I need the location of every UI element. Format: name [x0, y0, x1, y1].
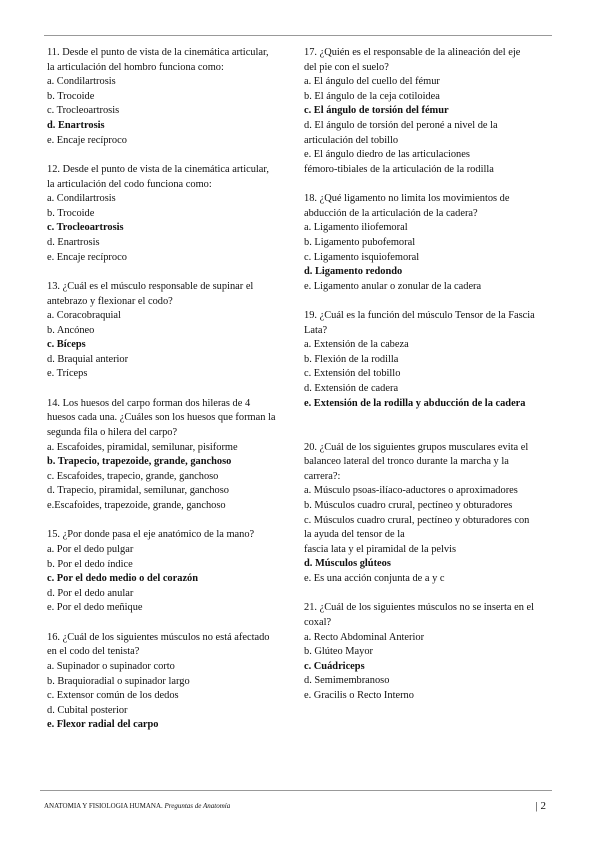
- question-stem-line: 21. ¿Cuál de los siguientes músculos no se inserta en el: [304, 602, 534, 614]
- answer-option: a. El ángulo del cuello del fémur: [304, 76, 440, 88]
- question-stem-line: abducción de la articulación de la cadera?: [304, 207, 478, 219]
- answer-option: d. Cubital posterior: [47, 704, 128, 716]
- question-stem-line: 11. Desde el punto de vista de la cinemática articular,: [47, 47, 269, 58]
- correct-answer-option: c. Cuádriceps: [304, 660, 365, 672]
- question-stem-line: Lata?: [304, 324, 328, 336]
- correct-answer-option: e. Extensión de la rodilla y abducción de la cadera: [304, 397, 526, 409]
- answer-option: c. Extensión del tobillo: [304, 368, 401, 380]
- question-stem-line: 14. Los huesos del carpo forman dos hileras de 4: [47, 397, 251, 409]
- question-stem-line: balanceo lateral del tronco durante la marcha y la: [304, 456, 509, 468]
- footer-rule: [40, 790, 552, 791]
- answer-option: d. Braquial anterior: [47, 353, 129, 365]
- correct-answer-option: c. Por el dedo medio o del corazón: [47, 573, 199, 585]
- answer-option: c. Extensor común de los dedos: [47, 690, 179, 702]
- question-stem-line: 15. ¿Por donde pasa el eje anatómico de la mano?: [47, 529, 255, 541]
- answer-option: d. Por el dedo anular: [47, 587, 134, 599]
- question-block: [304, 46, 556, 177]
- answer-option: d. El ángulo de torsión del peroné a nivel de la: [304, 119, 498, 131]
- answer-option: b. Trocoide: [47, 90, 95, 102]
- answer-option: e.Escafoides, trapezoide, grande, ganchoso: [47, 500, 226, 512]
- question-stem-line: 13. ¿Cuál es el músculo responsable de supinar el: [47, 280, 254, 292]
- header-rule: [44, 35, 552, 36]
- answer-option: a. Por el dedo pulgar: [47, 544, 134, 555]
- question-stem-line: segunda fila o hilera del carpo?: [47, 427, 178, 439]
- answer-option: c. Escafoides, trapecio, grande, ganchoso: [47, 470, 219, 482]
- question-stem-line: 19. ¿Cuál es la función del músculo Tensor de la Fascia: [304, 310, 535, 322]
- correct-answer-option: d. Ligamento redondo: [304, 266, 403, 278]
- answer-option: b. Trocoide: [47, 207, 95, 219]
- answer-option: a. Escafoides, piramidal, semilunar, pisiforme: [47, 441, 238, 453]
- answer-option: b. El ángulo de la ceja cotiloidea: [304, 90, 440, 102]
- question-stem-line: huesos cada una. ¿Cuáles son los huesos que forman la: [47, 412, 276, 424]
- answer-option: a. Extensión de la cabeza: [304, 339, 409, 351]
- question-block: [47, 397, 299, 514]
- question-stem-line: 17. ¿Quién es el responsable de la alineación del eje: [304, 47, 521, 58]
- correct-answer-option: d. Músculos glúteos: [304, 558, 391, 570]
- question-stem-line: 16. ¿Cuál de los siguientes músculos no está afectado: [47, 631, 270, 643]
- correct-answer-option: c. Trocleoartrosis: [47, 222, 124, 234]
- correct-answer-option: b. Trapecio, trapezoide, grande, ganchoso: [47, 456, 232, 468]
- answer-option: e. Es una acción conjunta de a y c: [304, 572, 445, 584]
- answer-option: a. Supinador o supinador corto: [47, 660, 175, 672]
- answer-option: e. Encaje recíproco: [47, 134, 127, 146]
- answer-option: b. Glúteo Mayor: [304, 646, 373, 658]
- question-stem-line: del pie con el suelo?: [304, 61, 389, 73]
- question-stem-line: la articulación del codo funciona como:: [47, 178, 212, 190]
- answer-option: a. Condilartrosis: [47, 193, 116, 205]
- answer-option: articulación del tobillo: [304, 134, 399, 146]
- question-block: [47, 631, 299, 733]
- correct-answer-option: c. El ángulo de torsión del fémur: [304, 105, 449, 117]
- answer-option: d. Enartrosis: [47, 236, 100, 248]
- answer-option: a. Condilartrosis: [47, 76, 116, 88]
- question-block: [47, 46, 299, 148]
- answer-option: b. Ligamento pubofemoral: [304, 236, 416, 248]
- answer-option: a. Músculo psoas-ilíaco-aductores o aproximadores: [304, 485, 518, 497]
- question-stem-line: 20. ¿Cuál de los siguientes grupos musculares evita el: [304, 441, 529, 453]
- answer-option: d. Semimembranoso: [304, 675, 390, 687]
- answer-option: e. Ligamento anular o zonular de la cadera: [304, 280, 482, 292]
- question-stem-line: antebrazo y flexionar el codo?: [47, 295, 173, 307]
- question-stem-line: carrera?:: [304, 470, 341, 482]
- page-number: | 2: [535, 800, 546, 812]
- answer-option: a. Recto Abdominal Anterior: [304, 631, 425, 643]
- correct-answer-option: e. Flexor radial del carpo: [47, 719, 159, 731]
- answer-option: fascia lata y el piramidal de la pelvis: [304, 543, 457, 555]
- answer-option: e. El ángulo diedro de las articulaciones: [304, 149, 470, 161]
- question-block: [304, 601, 556, 703]
- answer-option: b. Flexión de la rodilla: [304, 353, 399, 365]
- answer-option: e. Encaje recíproco: [47, 251, 127, 263]
- question-block: [47, 280, 299, 382]
- question-stem-line: 12. Desde el punto de vista de la cinemática articular,: [47, 163, 270, 175]
- answer-option: e. Gracilis o Recto Interno: [304, 689, 414, 701]
- question-block: [304, 309, 556, 411]
- question-block: [47, 163, 299, 265]
- answer-option: b. Por el dedo índice: [47, 558, 133, 570]
- left-column: [47, 46, 299, 748]
- answer-option: b. Braquioradial o supinador largo: [47, 675, 190, 687]
- answer-option: e. Tríceps: [47, 368, 88, 380]
- answer-option: b. Músculos cuadro crural, pectíneo y obturadores: [304, 500, 513, 512]
- answer-option: a. Coracobraquial: [47, 310, 121, 322]
- question-stem-line: en el codo del tenista?: [47, 646, 140, 658]
- question-stem-line: coxal?: [304, 616, 332, 628]
- footer-title-main: ANATOMIA Y FISIOLOGIA HUMANA.: [44, 802, 163, 810]
- question-block: [47, 528, 299, 616]
- answer-option: e. Por el dedo meñique: [47, 602, 143, 614]
- answer-option: c. Ligamento isquiofemoral: [304, 251, 420, 263]
- answer-option: d. Extensión de cadera: [304, 383, 399, 395]
- question-block: [304, 192, 556, 294]
- answer-option: b. Ancóneo: [47, 324, 95, 336]
- question-stem-line: 18. ¿Qué ligamento no limita los movimientos de: [304, 193, 510, 205]
- question-block: [304, 426, 556, 587]
- answer-option: a. Ligamento iliofemoral: [304, 222, 408, 234]
- correct-answer-option: d. Enartrosis: [47, 119, 105, 131]
- answer-option: c. Trocleoartrosis: [47, 105, 120, 117]
- right-column: [304, 46, 556, 718]
- question-stem-line: [304, 426, 556, 441]
- answer-option: fémoro-tibiales de la articulación de la rodilla: [304, 163, 494, 175]
- page-footer: [44, 798, 552, 814]
- footer-subtitle: Preguntas de Anatomía: [164, 802, 231, 810]
- answer-option: d. Trapecio, piramidal, semilunar, ganchoso: [47, 485, 229, 497]
- correct-answer-option: c. Bíceps: [47, 339, 86, 351]
- answer-option: la ayuda del tensor de la: [304, 529, 405, 541]
- question-stem-line: la articulación del hombro funciona como:: [47, 61, 224, 73]
- answer-option: c. Músculos cuadro crural, pectíneo y obturadores con: [304, 514, 530, 526]
- footer-title: [44, 800, 230, 812]
